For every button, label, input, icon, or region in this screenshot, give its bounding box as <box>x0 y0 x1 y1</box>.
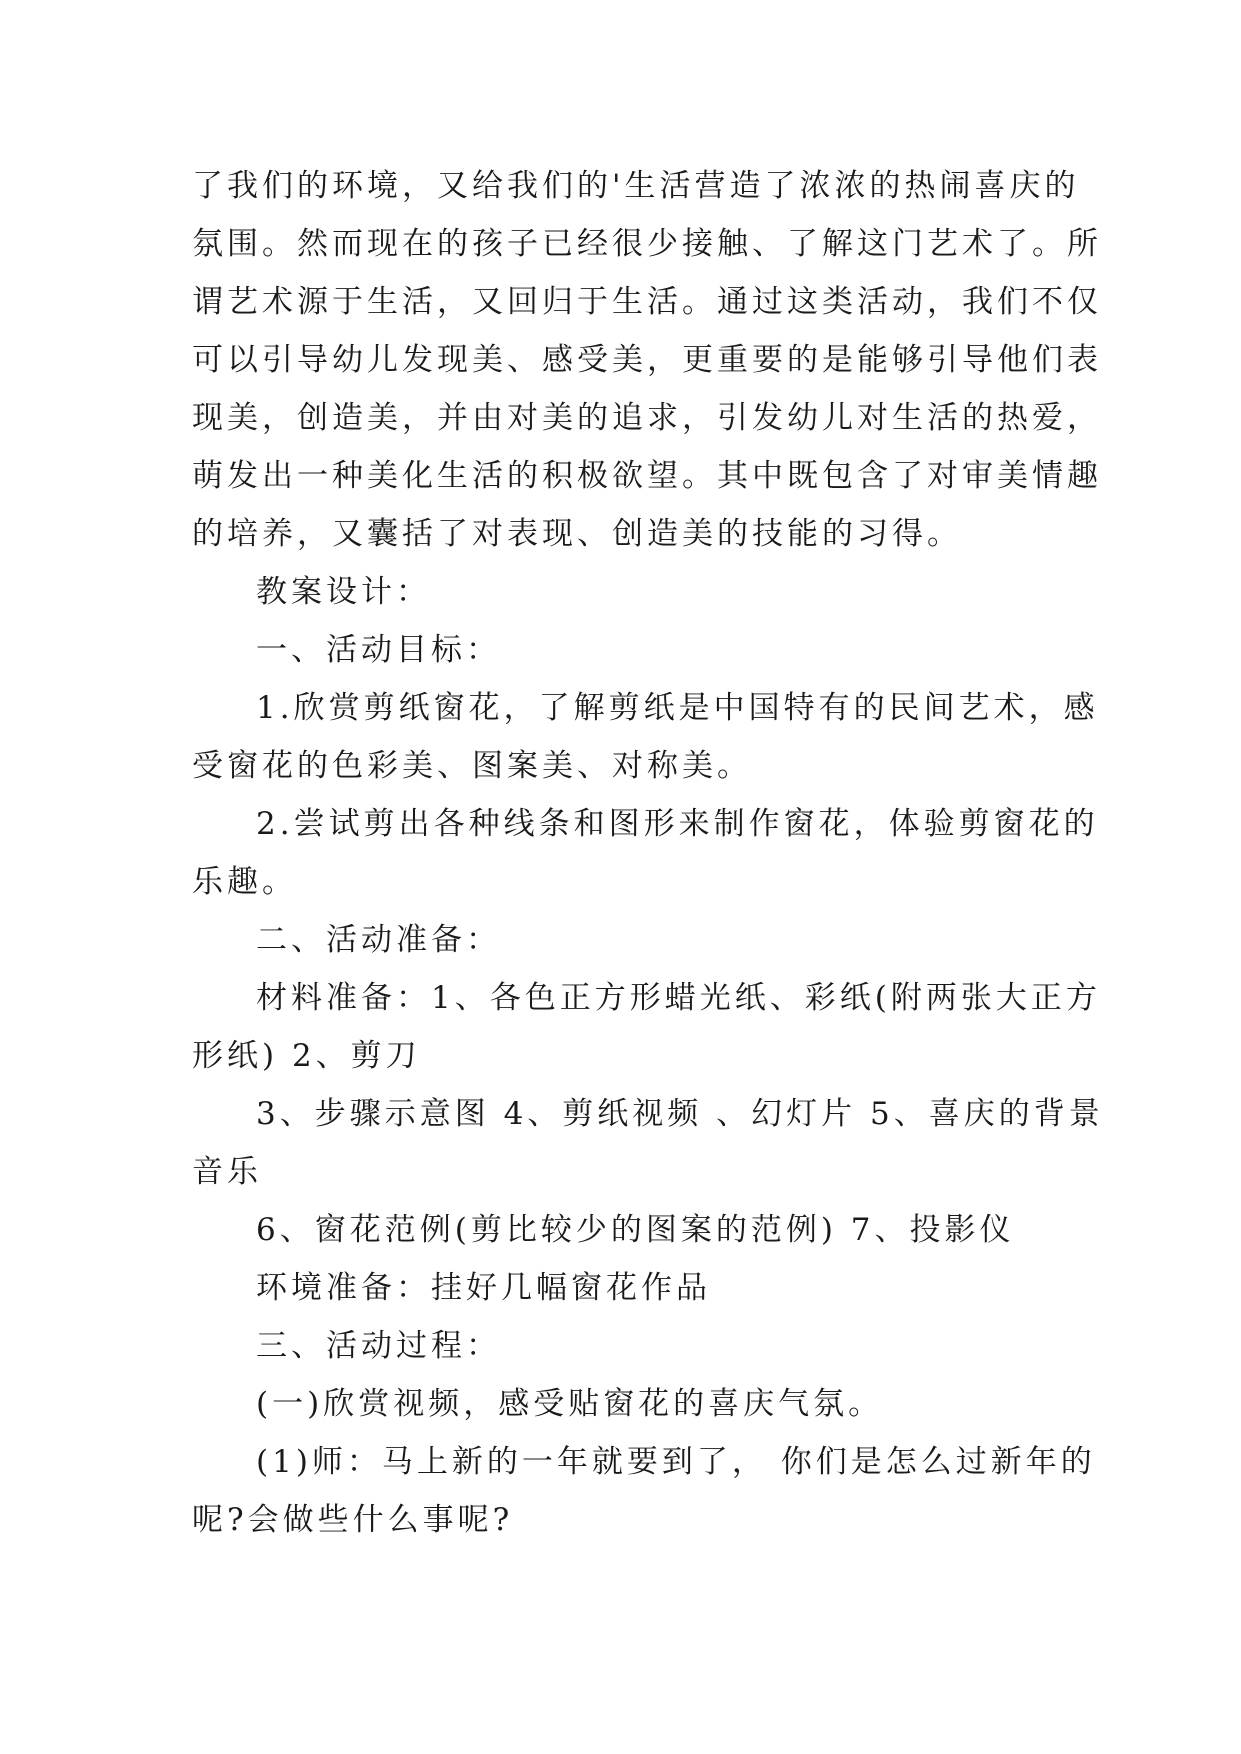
section-heading: 三、活动过程： <box>256 1328 501 1364</box>
body-text-line: 可以引导幼儿发现美、感受美，更重要的是能够引导他们表 <box>192 342 1102 378</box>
body-text-line: 现美，创造美，并由对美的追求，引发幼儿对生活的热爱， <box>192 400 1102 436</box>
materials-item-continuation: 音乐 <box>192 1154 262 1190</box>
materials-item: 材料准备：1、各色正方形蜡光纸、彩纸(附两张大正方 <box>256 980 1101 1016</box>
goal-item-continuation: 乐趣。 <box>192 864 297 900</box>
section-heading: 二、活动准备： <box>256 922 501 958</box>
materials-item: 3、步骤示意图 4、剪纸视频 、幻灯片 5、喜庆的背景 <box>256 1096 1104 1132</box>
process-step: (一)欣赏视频，感受贴窗花的喜庆气氛。 <box>256 1386 884 1422</box>
body-text-line: 谓艺术源于生活，又回归于生活。通过这类活动，我们不仅 <box>192 284 1102 320</box>
body-text-line: 氛围。然而现在的孩子已经很少接触、了解这门艺术了。所 <box>192 226 1102 262</box>
goal-item: 2.尝试剪出各种线条和图形来制作窗花，体验剪窗花的 <box>256 806 1099 842</box>
body-text-line: 了我们的环境，又给我们的'生活营造了浓浓的热闹喜庆的 <box>192 168 1080 204</box>
body-text-line: 萌发出一种美化生活的积极欲望。其中既包含了对审美情趣 <box>192 458 1102 494</box>
process-step-continuation: 呢?会做些什么事呢? <box>192 1502 514 1538</box>
environment-item: 环境准备：挂好几幅窗花作品 <box>256 1270 711 1306</box>
goal-item: 1.欣赏剪纸窗花，了解剪纸是中国特有的民间艺术，感 <box>256 690 1099 726</box>
goal-item-continuation: 受窗花的色彩美、图案美、对称美。 <box>192 748 752 784</box>
section-heading: 教案设计： <box>256 574 431 610</box>
materials-item: 6、窗花范例(剪比较少的图案的范例) 7、投影仪 <box>256 1212 1015 1248</box>
process-step: (1)师：马上新的一年就要到了， 你们是怎么过新年的 <box>256 1444 1096 1480</box>
materials-item-continuation: 形纸) 2、剪刀 <box>192 1038 421 1074</box>
body-text-line: 的培养，又囊括了对表现、创造美的技能的习得。 <box>192 516 962 552</box>
section-heading: 一、活动目标： <box>256 632 501 668</box>
